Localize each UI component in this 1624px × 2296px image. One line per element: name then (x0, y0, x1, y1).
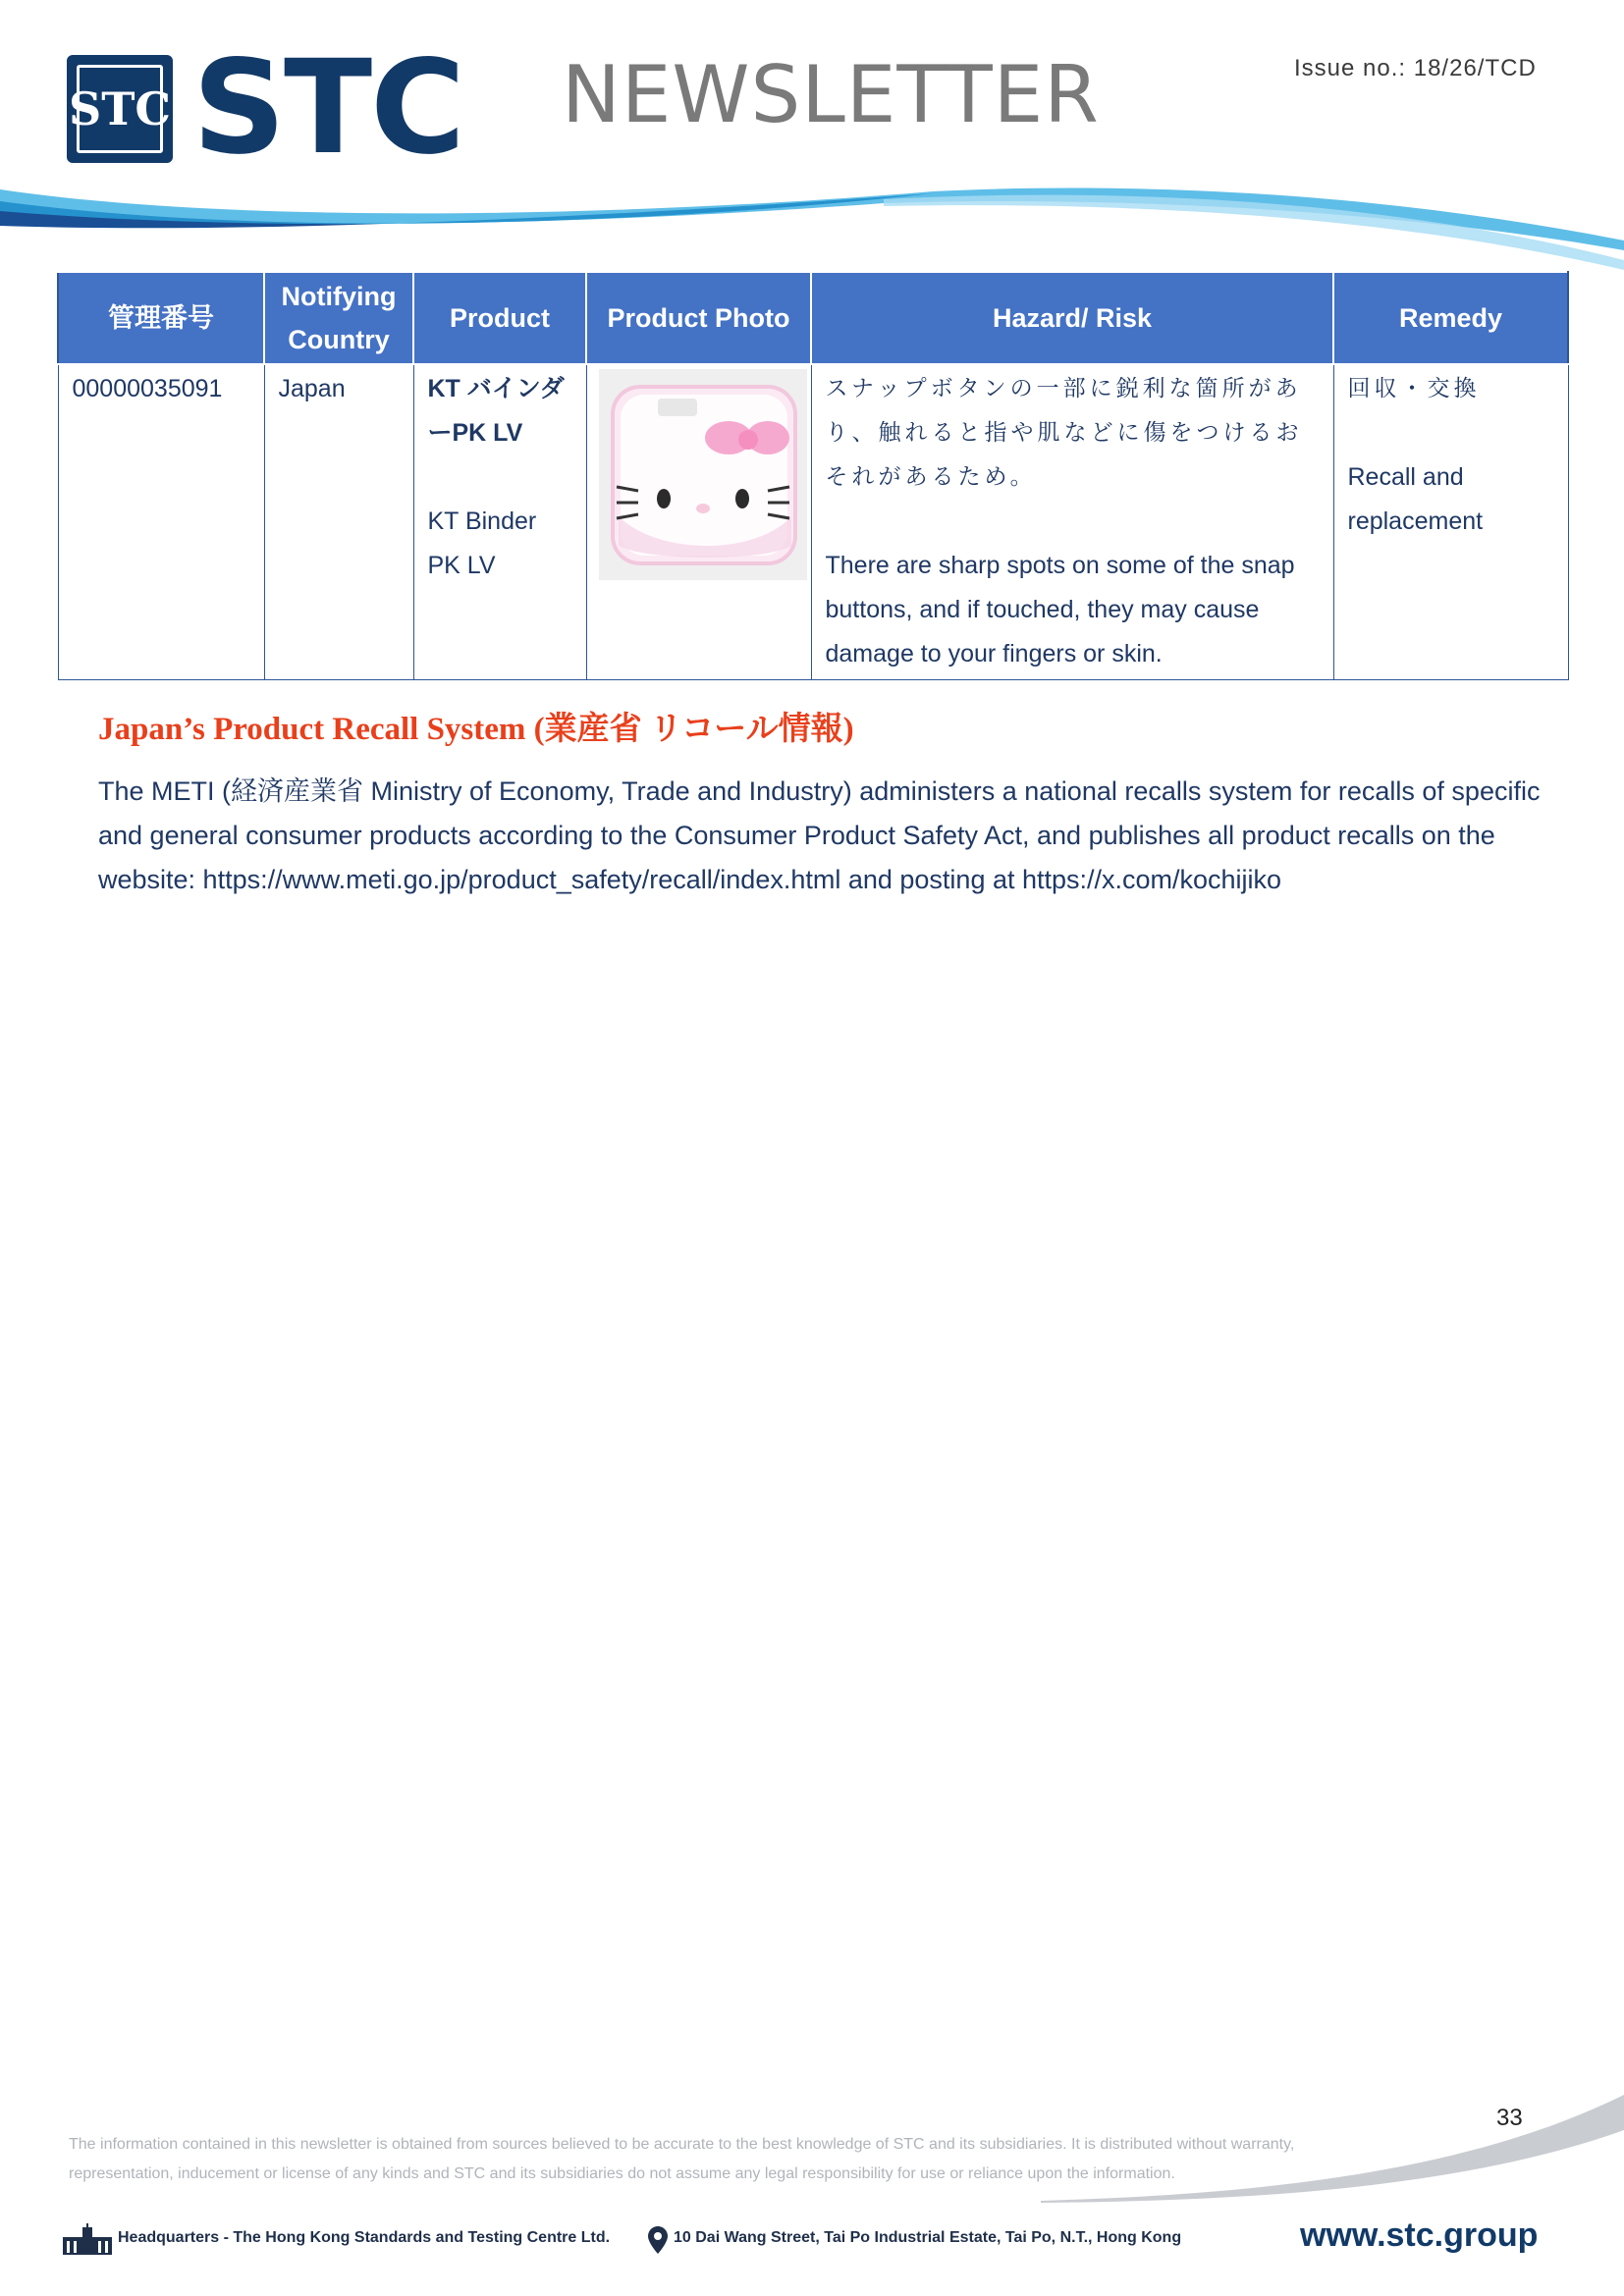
remedy-cell (1333, 364, 1568, 680)
table-row (58, 364, 1568, 680)
product-photo (599, 369, 807, 580)
remedy-text-en: Recall and replacement (1347, 463, 1484, 535)
hazard-text-en: There are sharp spots on some of the snap buttons, and if touched, they may cause damage to your fingers or skin. (825, 552, 1295, 667)
header-product: Product (413, 272, 586, 364)
header-notifying-country: Notifying Country (264, 272, 413, 364)
management-number-cell: 00000035091 (58, 364, 264, 680)
disclaimer: The information contained in this newsletter is obtained from sources believed to be accurate to the best knowledge of STC and its subsidiaries. It is distributed without warranty, representation, inducement or license of any kinds and STC and its subsidiaries do not assume any legal responsibility for use or reliance upon the information. (69, 2136, 1295, 2182)
table-header-row (58, 272, 1568, 364)
website-link[interactable]: www.stc.group (1300, 2216, 1539, 2254)
stc-logo-text: STC (192, 32, 463, 184)
header-product-photo: Product Photo (586, 272, 811, 364)
section-body: The METI (経済産業省 Ministry of Economy, Trade and Industry) administers a national recalls system for recalls of specific and general consumer products according to the Consumer Product Safety Act, and publishes all product recalls on the website: https://www.meti.go.jp/product_safety/recall/index.html and posting at https://x.com/kochijiko (98, 776, 1541, 894)
location-pin-icon (648, 2226, 668, 2254)
product-name-jp-line1: KT バインダ (427, 375, 565, 402)
section-title: Japan’s Product Recall System (業産省 リコール情報) (98, 712, 854, 747)
product-photo-cell (586, 364, 811, 680)
product-name-en-line1: KT Binder (427, 507, 537, 535)
hazard-cell (811, 364, 1333, 680)
product-name-jp-line2: ーPK LV (427, 419, 523, 447)
newsletter-title: NEWSLETTER (562, 49, 1100, 140)
logo-mark-text: STC (77, 65, 163, 153)
header-hazard-risk: Hazard/ Risk (811, 272, 1333, 364)
recall-table (57, 271, 1569, 680)
header-swoosh (0, 182, 1624, 270)
address-text: 10 Dai Wang Street, Tai Po Industrial Estate, Tai Po, N.T., Hong Kong (674, 2229, 1182, 2246)
issue-number: Issue no.: 18/26/TCD (1294, 55, 1537, 81)
stc-logo-mark (67, 55, 173, 163)
hazard-text-jp: スナップボタンの一部に鋭利な箇所があり、触れると指や肌などに傷をつけるおそれがあるため。 (825, 376, 1303, 490)
country-cell: Japan (264, 364, 413, 680)
hello-kitty-binder-image (599, 369, 807, 580)
header-management-number: 管理番号 (58, 272, 264, 364)
headquarters-text: Headquarters - The Hong Kong Standards and Testing Centre Ltd. (118, 2229, 611, 2246)
product-name-en-line2: PK LV (427, 552, 496, 579)
building-icon (63, 2223, 112, 2255)
product-cell (413, 364, 586, 680)
header-remedy: Remedy (1333, 272, 1568, 364)
remedy-text-jp: 回収・交換 (1347, 376, 1481, 401)
page-number: 33 (1496, 2105, 1523, 2131)
